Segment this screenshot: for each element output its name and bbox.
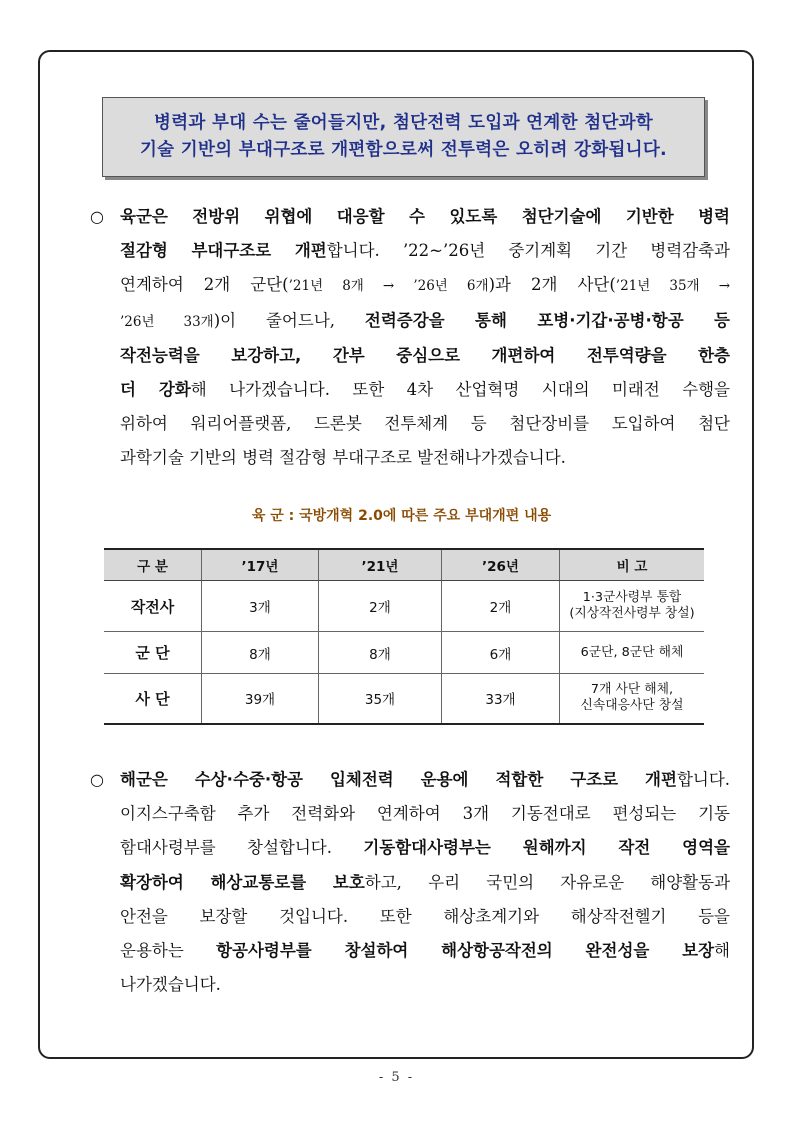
navy-line-5: 안전을 보장할 것입니다. 또한 해상초계기와 해상작전헬기 등을	[120, 906, 730, 926]
summary-box	[102, 97, 705, 177]
row-name: 작전사	[104, 581, 202, 632]
header-2021: ’21년	[319, 549, 442, 581]
army-line-7: 위하여 워리어플랫폼, 드론봇 전투체계 등 첨단장비를 도입하여 첨단	[120, 414, 730, 434]
army-line-3: 연계하여 2개 군단(’21년 8개 → ’26년 6개)과 2개 사단(’21년 35개 →	[120, 275, 731, 295]
cell-2026: 2개	[442, 581, 560, 632]
cell-2021: 35개	[319, 674, 442, 724]
bullet-circle-icon: ○	[90, 207, 104, 226]
navy-paragraph	[90, 763, 730, 1002]
army-line-8: 과학기술 기반의 병력 절감형 부대구조로 발전해나가겠습니다.	[120, 448, 566, 468]
cell-2021: 2개	[319, 581, 442, 632]
header-note: 비 고	[560, 549, 705, 581]
cell-note: 1·3군사령부 통합 (지상작전사령부 창설)	[560, 581, 705, 632]
army-line-4: ’26년 33개)이 줄어드나, 전력증강을 통해 포병·기갑·공병·항공 등	[120, 310, 730, 330]
army-line-6: 더 강화해 나가겠습니다. 또한 4차 산업혁명 시대의 미래전 수행을	[120, 380, 730, 400]
page-number: - 5 -	[378, 1070, 415, 1085]
cell-2017: 8개	[202, 632, 319, 674]
table-header-row	[104, 549, 704, 581]
table-row	[104, 632, 704, 674]
table-title: 육 군 : 국방개혁 2.0에 따른 주요 부대개편 내용	[251, 508, 552, 524]
table-row	[104, 581, 704, 632]
header-2026: ’26년	[442, 549, 560, 581]
cell-2017: 39개	[202, 674, 319, 724]
army-line-2: 절감형 부대구조로 개편합니다. ’22~’26년 중기계획 기간 병력감축과	[120, 241, 730, 261]
row-name: 사 단	[104, 674, 202, 724]
army-line-5: 작전능력을 보강하고, 간부 중심으로 개편하여 전투역량을 한층	[120, 345, 730, 365]
bullet-circle-icon: ○	[90, 770, 104, 789]
navy-line-3: 함대사령부를 창설합니다. 기동함대사령부는 원해까지 작전 영역을	[120, 838, 730, 858]
cell-note: 7개 사단 해체, 신속대응사단 창설	[560, 674, 705, 724]
cell-2021: 8개	[319, 632, 442, 674]
navy-line-6: 운용하는 항공사령부를 창설하여 해상항공작전의 완전성을 보장해	[120, 941, 730, 961]
navy-line-2: 이지스구축함 추가 전력화와 연계하여 3개 기동전대로 편성되는 기동	[120, 804, 730, 824]
cell-note: 6군단, 8군단 해체	[560, 632, 705, 674]
navy-line-7: 나가겠습니다.	[120, 975, 221, 995]
navy-line-4: 확장하여 해상교통로를 보호하고, 우리 국민의 자유로운 해양활동과	[120, 872, 731, 892]
table-row	[104, 674, 704, 724]
cell-2026: 33개	[442, 674, 560, 724]
cell-2017: 3개	[202, 581, 319, 632]
navy-line-1: 해군은 수상·수중·항공 입체전력 운용에 적합한 구조로 개편합니다.	[120, 770, 730, 789]
summary-line-1: 병력과 부대 수는 줄어들지만, 첨단전력 도입과 연계한 첨단과학	[153, 113, 654, 133]
cell-2026: 6개	[442, 632, 560, 674]
army-paragraph	[90, 200, 730, 476]
army-line-1: 육군은 전방위 위협에 대응할 수 있도록 첨단기술에 기반한 병력	[120, 207, 730, 226]
row-name: 군 단	[104, 632, 202, 674]
unit-reform-table	[104, 548, 704, 725]
header-category: 구 분	[104, 549, 202, 581]
header-2017: ’17년	[202, 549, 319, 581]
summary-line-2: 기술 기반의 부대구조로 개편함으로써 전투력은 오히려 강화됩니다.	[139, 140, 668, 160]
